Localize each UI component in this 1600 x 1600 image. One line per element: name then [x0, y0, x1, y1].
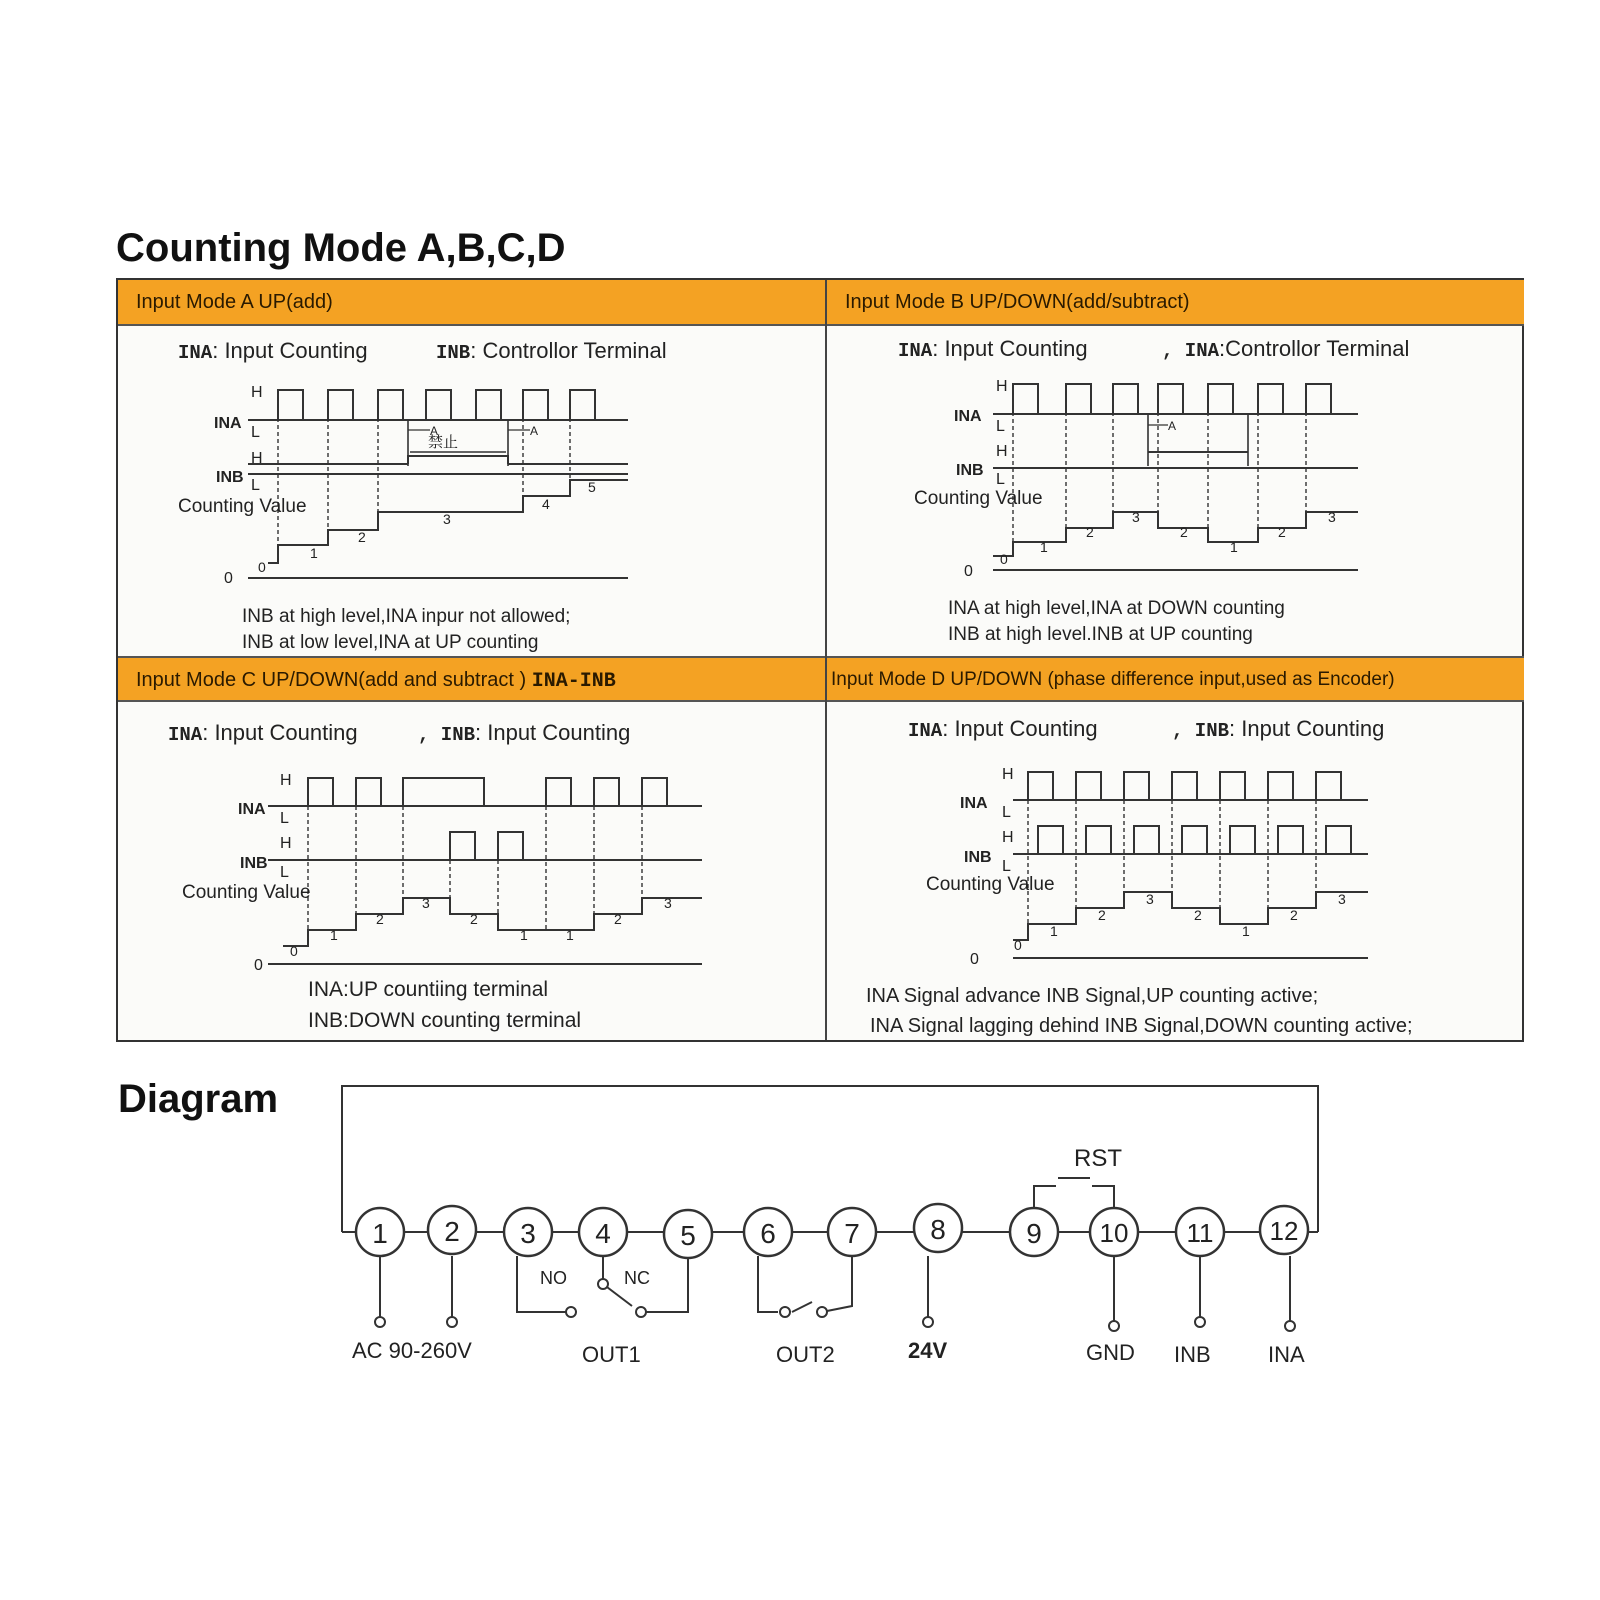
contact-point — [566, 1307, 576, 1317]
inb-term: , INA — [1162, 340, 1220, 362]
signal-ina: INA — [960, 795, 988, 812]
level-h: H — [280, 835, 292, 852]
count-value: 1 — [1050, 923, 1058, 939]
level-l: L — [1002, 858, 1011, 875]
signal-ina: INA — [214, 415, 242, 432]
count-value: 3 — [422, 895, 430, 911]
count-value: 0 — [290, 943, 298, 959]
terminal-number: 7 — [844, 1218, 860, 1249]
terminal-7 — [828, 1208, 876, 1256]
forbid-label: 禁止 — [428, 434, 459, 451]
count-value: 3 — [664, 895, 672, 911]
page-title: Counting Mode A,B,C,D — [116, 226, 566, 270]
level-l: L — [280, 864, 289, 881]
level-h: H — [1002, 766, 1014, 783]
ina-label: INA — [1268, 1342, 1305, 1367]
inb-desc: : Input Counting — [1229, 716, 1385, 741]
terminal-number: 2 — [444, 1216, 460, 1247]
count-value: 2 — [470, 911, 478, 927]
inb-desc: : Controllor Terminal — [470, 338, 667, 363]
counting-value-label: Counting Value — [178, 496, 307, 517]
inb-label: INB — [1174, 1342, 1211, 1367]
counting-value-label: Counting Value — [926, 874, 1055, 895]
terminal-12 — [1260, 1206, 1308, 1254]
signal-ina: INA — [954, 408, 982, 425]
marker-a: A — [530, 424, 539, 438]
out2-switch — [792, 1302, 812, 1312]
terminal-3 — [504, 1208, 552, 1256]
count-value: 3 — [1338, 891, 1346, 907]
level-l: L — [1002, 804, 1011, 821]
zero-label: 0 — [224, 570, 233, 587]
inb-term: , INB — [418, 724, 476, 746]
panel-b-note-1: INA at high level,INA at DOWN counting — [948, 598, 1285, 619]
count-value: 1 — [330, 927, 338, 943]
terminal-number: 4 — [595, 1218, 611, 1249]
contact-point — [817, 1307, 827, 1317]
panel-c-note-1: INA:UP countiing terminal — [308, 978, 549, 1001]
count-value: 3 — [1146, 891, 1154, 907]
count-value: 3 — [1328, 509, 1336, 525]
signal-inb: INB — [216, 469, 244, 486]
count-value: 1 — [1242, 923, 1250, 939]
v24-label: 24V — [908, 1338, 948, 1363]
count-value: 2 — [1290, 907, 1298, 923]
signal-ina: INA — [238, 801, 266, 818]
count-value: 1 — [566, 927, 574, 943]
lead-5 — [646, 1256, 688, 1312]
counting-value-label: Counting Value — [914, 488, 1043, 509]
count-value: 1 — [1230, 539, 1238, 555]
level-l: L — [251, 424, 260, 441]
count-value: 2 — [1278, 524, 1286, 540]
level-h: H — [996, 443, 1008, 460]
panel-a-note-1: INB at high level,INA inpur not allowed; — [242, 606, 571, 627]
panel-d-note-2: INA Signal lagging dehind INB Signal,DOWN counting active; — [870, 1015, 1413, 1037]
level-h: H — [996, 378, 1008, 395]
count-value: 0 — [258, 559, 266, 575]
level-h: H — [1002, 829, 1014, 846]
inb-desc: : Input Counting — [475, 720, 631, 745]
zero-label: 0 — [254, 957, 263, 974]
panel-c-header-term: INA-INB — [531, 670, 616, 693]
terminal-1 — [356, 1208, 404, 1256]
count-value: 1 — [310, 545, 318, 561]
lead-7 — [822, 1256, 852, 1312]
zero-label: 0 — [964, 563, 973, 580]
count-value: 2 — [358, 529, 366, 545]
contact-point — [923, 1317, 933, 1327]
terminal-number: 8 — [930, 1214, 946, 1245]
count-value: 5 — [588, 479, 596, 495]
level-h: H — [251, 450, 263, 467]
contact-point — [1195, 1317, 1205, 1327]
marker-a: A — [1168, 419, 1177, 433]
terminal-10 — [1090, 1208, 1138, 1256]
panel-d-header: Input Mode D UP/DOWN (phase difference input,used as Encoder) — [827, 656, 1524, 702]
count-value: 3 — [1132, 509, 1140, 525]
terminal-11 — [1176, 1208, 1224, 1256]
contact-point — [598, 1279, 608, 1289]
panel-a-note-2: INB at low level,INA at UP counting — [242, 632, 539, 653]
ina-desc: : Input Counting — [202, 720, 358, 745]
contact-point — [780, 1307, 790, 1317]
level-h: H — [280, 772, 292, 789]
level-l: L — [996, 418, 1005, 435]
count-value: 0 — [1000, 551, 1008, 567]
ina-desc: : Input Counting — [212, 338, 368, 363]
terminal-9 — [1010, 1208, 1058, 1256]
terminal-2 — [428, 1206, 476, 1254]
terminal-number: 3 — [520, 1218, 536, 1249]
panel-c-header-text: Input Mode C UP/DOWN(add and subtract ) — [136, 669, 532, 691]
no-label: NO — [540, 1268, 567, 1288]
level-h: H — [251, 384, 263, 401]
counting-value-label: Counting Value — [182, 882, 311, 903]
terminal-4 — [579, 1208, 627, 1256]
signal-inb: INB — [964, 849, 992, 866]
count-value: 4 — [542, 496, 550, 512]
contact-point — [1285, 1321, 1295, 1331]
count-value: 2 — [376, 911, 384, 927]
ina-term: INA — [178, 342, 213, 364]
terminal-number: 10 — [1099, 1218, 1129, 1248]
ina-desc: : Input Counting — [942, 716, 1098, 741]
ina-term: INA — [898, 340, 933, 362]
count-value: 2 — [614, 911, 622, 927]
panel-d-note-1: INA Signal advance INB Signal,UP counting active; — [866, 985, 1319, 1007]
inb-term: , INB — [1172, 720, 1230, 742]
panel-b-note-2: INB at high level.INB at UP counting — [948, 624, 1253, 645]
contact-point — [375, 1317, 385, 1327]
count-value: 2 — [1086, 524, 1094, 540]
panel-c-note-2: INB:DOWN counting terminal — [308, 1009, 582, 1032]
ina-term: INA — [908, 720, 943, 742]
ina-term: INA — [168, 724, 203, 746]
panel-a-header: Input Mode A UP(add) — [118, 280, 825, 326]
contact-point — [636, 1307, 646, 1317]
inb-term: INB — [436, 342, 471, 364]
terminal-8 — [914, 1204, 962, 1252]
terminal-5 — [664, 1210, 712, 1258]
rst-label: RST — [1074, 1145, 1122, 1172]
power-label: AC 90-260V — [352, 1338, 472, 1363]
terminal-6 — [744, 1208, 792, 1256]
terminal-number: 11 — [1186, 1218, 1214, 1248]
marker-a: A — [430, 424, 439, 438]
panel-b-header: Input Mode B UP/DOWN(add/subtract) — [827, 280, 1524, 326]
loop-wire — [342, 1086, 1318, 1232]
ina-desc: : Input Counting — [932, 336, 1088, 361]
level-l: L — [280, 810, 289, 827]
signal-inb: INB — [956, 462, 984, 479]
out1-label: OUT1 — [582, 1342, 641, 1367]
level-l: L — [996, 471, 1005, 488]
terminal-number: 5 — [680, 1220, 696, 1251]
count-value: 1 — [1040, 539, 1048, 555]
count-value: 2 — [1194, 907, 1202, 923]
contact-point — [1109, 1321, 1119, 1331]
level-l: L — [251, 477, 260, 494]
count-value: 3 — [443, 511, 451, 527]
count-value: 2 — [1180, 524, 1188, 540]
count-value: 1 — [520, 927, 528, 943]
gnd-label: GND — [1086, 1340, 1135, 1365]
out2-label: OUT2 — [776, 1342, 835, 1367]
inb-desc: :Controllor Terminal — [1219, 336, 1410, 361]
zero-label: 0 — [970, 951, 979, 968]
count-value: 0 — [1014, 937, 1022, 953]
terminal-number: 9 — [1026, 1218, 1042, 1249]
count-value: 2 — [1098, 907, 1106, 923]
lead-6 — [758, 1256, 778, 1312]
terminal-number: 6 — [760, 1218, 776, 1249]
terminal-number: 1 — [372, 1218, 388, 1249]
contact-point — [447, 1317, 457, 1327]
signal-inb: INB — [240, 855, 268, 872]
nc-label: NC — [624, 1268, 650, 1288]
terminal-number: 12 — [1269, 1216, 1299, 1246]
rst-switch — [1034, 1186, 1114, 1212]
diagram-title: Diagram — [118, 1077, 279, 1121]
